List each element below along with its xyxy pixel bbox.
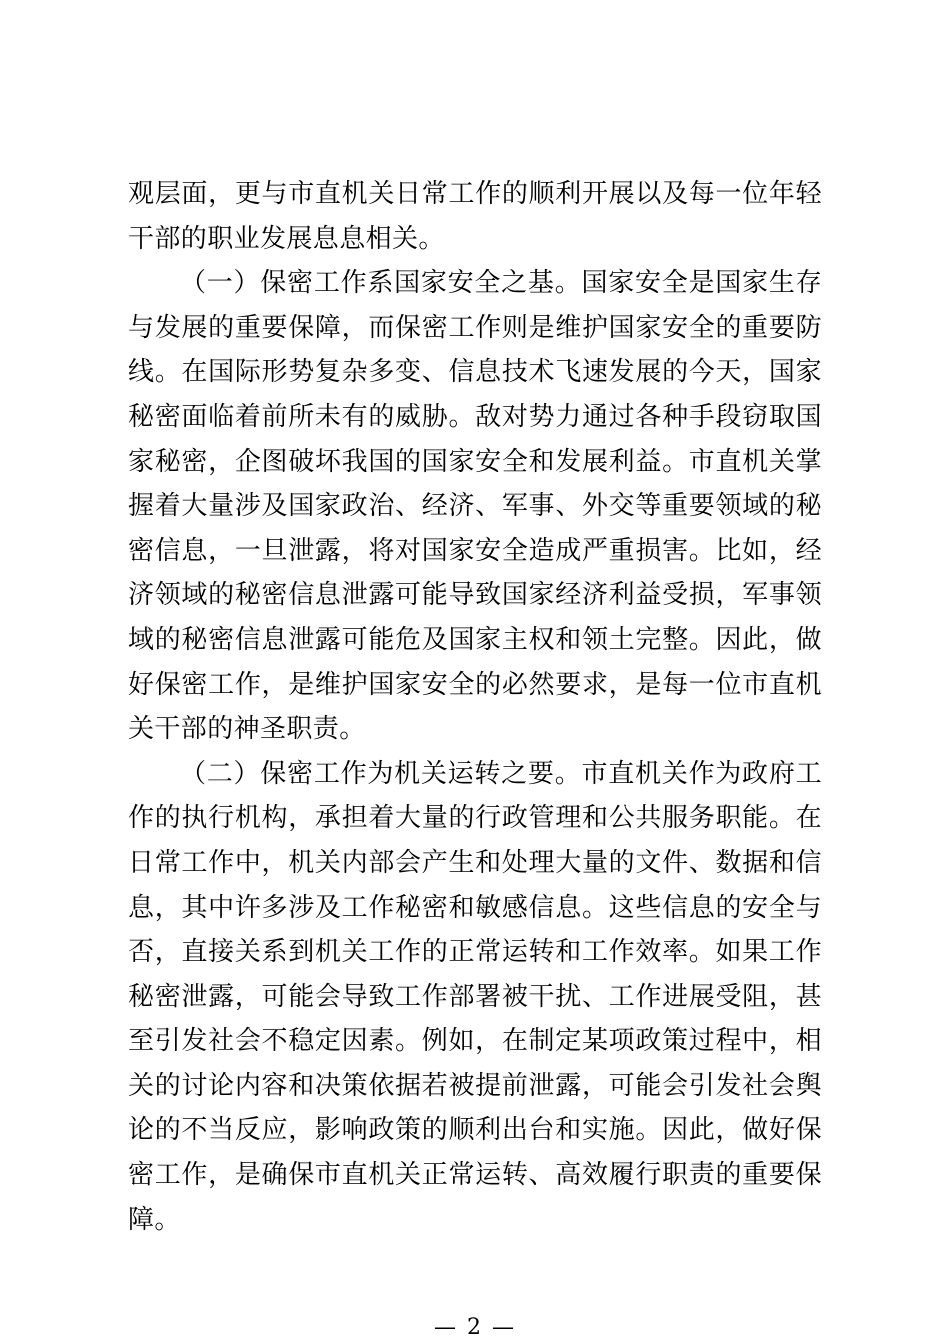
- page-number: — 2 —: [434, 1315, 516, 1340]
- section-heading: （一）保密工作系国家安全之基。: [180, 268, 582, 299]
- paragraph-section-1: [128, 261, 822, 752]
- paragraph-text: 观层面，更与市直机关日常工作的顺利开展以及每一位年轻干部的职业发展息息相关。: [128, 179, 822, 254]
- paragraph-text: 国家安全是国家生存与发展的重要保障，而保密工作则是维护国家安全的重要防线。在国际形势复杂多变、信息技术飞速发展的今天，国家秘密面临着前所未有的威胁。敌对势力通过各种手段窃取国家秘密，企图破坏我国的国家安全和发展利益。市直机关掌握着大量涉及国家政治、经济、军事、外交等重要领域的秘密信息，一旦泄露，将对国家安全造成严重损害。比如，经济领域的秘密信息泄露可能导致国家经济利益受损，军事领域的秘密信息泄露可能危及国家主权和领土完整。因此，做好保密工作，是维护国家安全的必然要求，是每一位市直机关干部的神圣职责。: [128, 268, 822, 745]
- body-text: [128, 172, 822, 1242]
- paragraph-text: 市直机关作为政府工作的执行机构，承担着大量的行政管理和公共服务职能。在日常工作中，机关内部会产生和处理大量的文件、数据和信息，其中许多涉及工作秘密和敏感信息。这些信息的安全与否，直接关系到机关工作的正常运转和工作效率。如果工作秘密泄露，可能会导致工作部署被干扰、工作进展受阻，甚至引发社会不稳定因素。例如，在制定某项政策过程中，相关的讨论内容和决策依据若被提前泄露，可能会引发社会舆论的不当反应，影响政策的顺利出台和实施。因此，做好保密工作，是确保市直机关正常运转、高效履行职责的重要保障。: [128, 758, 822, 1235]
- paragraph-section-2: [128, 752, 822, 1243]
- section-heading: （二）保密工作为机关运转之要。: [180, 758, 582, 789]
- paragraph-continuation: [128, 172, 822, 261]
